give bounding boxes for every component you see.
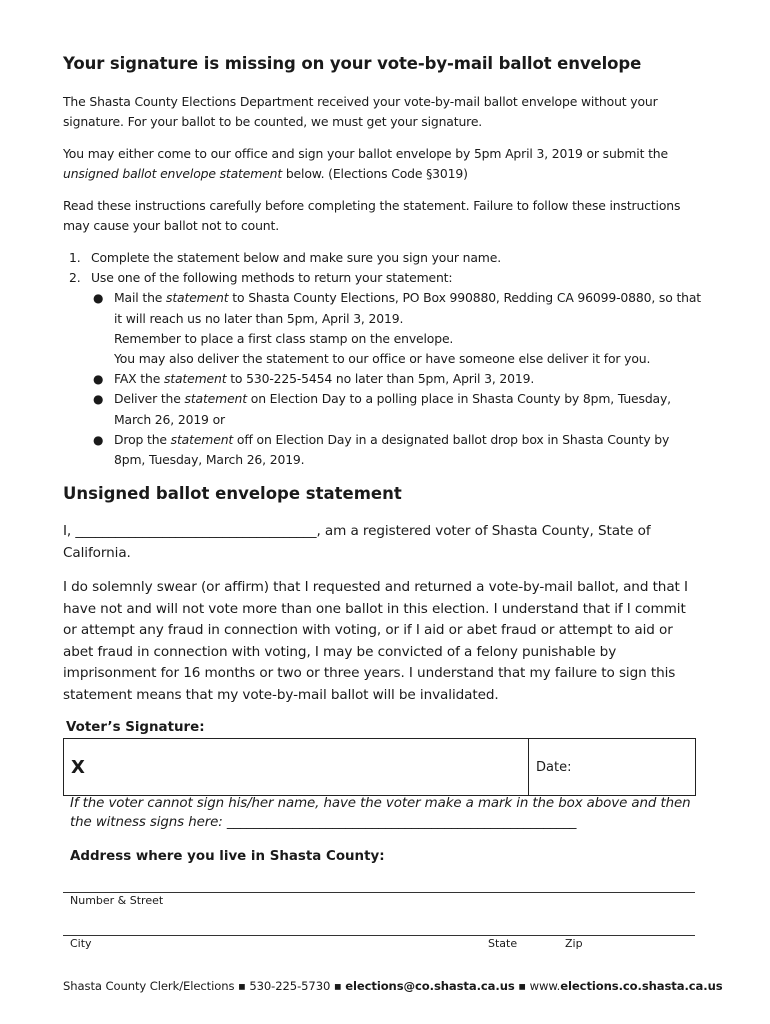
bullet-icon: ● — [93, 372, 104, 387]
footer-sep: ▪ www. — [514, 979, 561, 993]
signature-x-mark: X — [71, 757, 85, 778]
footer-website: elections.co.shasta.ca.us — [560, 979, 723, 993]
city-state-zip-line[interactable] — [63, 935, 695, 936]
voter-declaration: I, ____________________________________, am a registered voter of Shasta County, State of California. — [63, 523, 651, 561]
footer-email: elections@co.shasta.ca.us — [345, 979, 515, 993]
address-label: Address where you live in Shasta County: — [70, 849, 385, 864]
fax-b: to 530-225-5454 no later than 5pm, April 3, 2019. — [226, 371, 535, 387]
signature-field[interactable] — [64, 739, 529, 795]
step-number: 2. — [69, 270, 81, 286]
statement-heading: Unsigned ballot envelope statement — [63, 484, 402, 503]
method-mail — [91, 288, 703, 369]
signature-label: Voter’s Signature: — [66, 720, 205, 735]
deliver-em: statement — [184, 391, 247, 407]
step-text: Complete the statement below and make sure you sign your name. — [91, 250, 501, 265]
drop-a: Drop the — [114, 431, 171, 447]
city-label: City — [70, 937, 92, 950]
bullet-icon: ● — [93, 432, 104, 447]
mail-note-2: You may also deliver the statement to our office or have someone else deliver it for you. — [114, 351, 651, 367]
read-instructions: Read these instructions carefully before completing the statement. Failure to follow these instructions may cause your ballot not to count. — [63, 198, 681, 234]
drop-em: statement — [170, 431, 234, 447]
zip-label: Zip — [565, 937, 583, 950]
method-drop-box — [91, 430, 703, 470]
mail-a: Mail the — [114, 290, 167, 306]
fax-a: FAX the — [114, 371, 164, 387]
drop-b: off on Election Day in a designated ballot drop box in Shasta County by 8pm, Tuesday, March 26, 2019. — [114, 431, 670, 468]
page-title: Your signature is missing on your vote-by-mail ballot envelope — [63, 54, 642, 73]
signature-box — [63, 738, 696, 796]
state-label: State — [488, 937, 518, 950]
option-paragraph — [63, 144, 703, 185]
bullet-icon: ● — [93, 291, 104, 306]
step-1 — [63, 248, 703, 268]
deliver-b: on Election Day to a polling place in Shasta County by 8pm, Tuesday, March 26, 2019 or — [114, 391, 671, 427]
deliver-a: Deliver the — [114, 391, 185, 407]
option-text-a: You may either come to our office and sign your ballot envelope by 5pm April 3, 2019 or submit the — [63, 146, 668, 161]
option-text-b: below. (Elections Code §3019) — [282, 166, 468, 182]
fax-em: statement — [163, 371, 227, 387]
return-methods — [91, 288, 703, 470]
oath-paragraph: I do solemnly swear (or affirm) that I requested and returned a vote-by-mail ballot, and that I have not and will not vote more than one ballot in this election. I understand that if I commit or attempt any fraud in connection with voting, or if I aid or abet fraud or attempt to aid or abet fraud in connection with voting, I may be convicted of a felony punishable by imprisonment for 16 months or two or three years. I understand that my failure to sign this statement means that my vote-by-mail ballot will be invalidated. — [63, 579, 688, 703]
mail-b: to Shasta County Elections, PO Box 990880, Redding CA 96099-0880, so that it will reach us no later than 5pm, April 3, 2019. — [114, 290, 702, 326]
mail-em: statement — [166, 290, 229, 306]
footer — [63, 979, 723, 993]
footer-clerk: Shasta County Clerk/Elections ▪ 530-225-5730 ▪ — [63, 979, 346, 993]
option-text-em: unsigned ballot envelope statement — [63, 166, 283, 182]
method-deliver — [91, 389, 703, 429]
mail-note-1: Remember to place a first class stamp on the envelope. — [114, 330, 454, 346]
step-text: Use one of the following methods to return your statement: — [91, 270, 453, 286]
bullet-icon: ● — [93, 392, 104, 407]
date-field[interactable] — [529, 739, 695, 795]
step-2 — [63, 268, 703, 470]
instruction-steps — [63, 248, 703, 470]
intro-paragraph: The Shasta County Elections Department received your vote-by-mail ballot envelope without your signature. For your ballot to be counted, we must get your signature. — [63, 94, 658, 130]
step-number: 1. — [69, 250, 81, 265]
street-line[interactable] — [63, 892, 695, 893]
method-fax — [91, 369, 703, 389]
street-label: Number & Street — [70, 894, 164, 907]
witness-instructions: If the voter cannot sign his/her name, have the voter make a mark in the box above and then the witness signs here: _____________________________________________________ — [70, 796, 691, 830]
date-label: Date: — [536, 760, 572, 775]
